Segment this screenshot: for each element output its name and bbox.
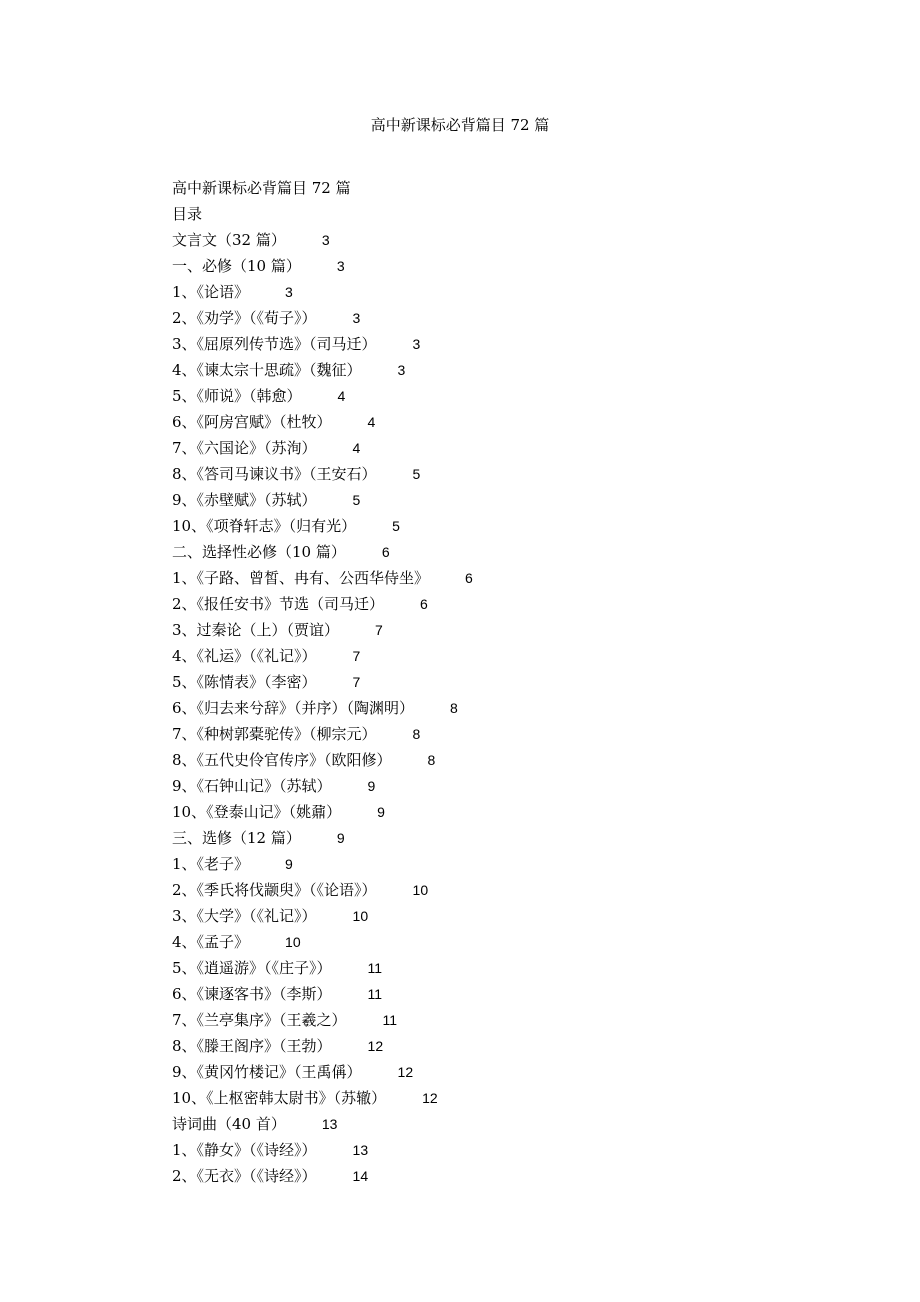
toc-entry-title: 1、《论语》 [172,283,250,301]
toc-entry-page-number: 13 [321,1116,338,1132]
toc-entry-page-number: 8 [450,700,458,716]
toc-entry-title: 4、《孟子》 [172,933,250,951]
toc-entry [172,721,772,747]
toc-entry-title: 10、《登泰山记》（姚鼐） [172,803,342,821]
toc-entry [172,227,772,253]
toc-entry [172,383,772,409]
toc-entry [172,513,772,539]
toc-entry-title: 高中新课标必背篇目 72 篇 [172,179,351,197]
toc-entry-page-number: 12 [422,1090,438,1106]
toc-entry-page-number: 7 [375,622,383,638]
toc-entry-page-number: 7 [352,648,361,664]
toc-entry-title: 3、过秦论（上）（贾谊） [172,621,340,639]
toc-entry-title: 9、《赤壁赋》（苏轼） [172,491,317,509]
toc-entry-title: 7、《种树郭橐驼传》（柳宗元） [172,725,377,743]
toc-entry-page-number: 6 [381,544,390,560]
toc-entry-page-number: 12 [367,1038,384,1054]
toc-entry-title: 8、《滕王阁序》（王勃） [172,1037,332,1055]
toc-entry-page-number: 8 [412,726,421,742]
toc-entry-title: 2、《报任安书》节选（司马迁） [172,595,385,613]
toc-entry-title: 3、《大学》（《礼记》） [172,907,317,925]
toc-entry [172,851,772,877]
toc-entry-title: 目录 [172,205,203,223]
toc-entry-title: 4、《礼运》（《礼记》） [172,647,317,665]
toc-entry [172,799,772,825]
toc-entry-page-number: 3 [321,232,330,248]
toc-entry-page-number: 4 [352,440,361,456]
toc-entry [172,279,772,305]
toc-entry [172,877,772,903]
toc-entry-page-number: 12 [397,1064,414,1080]
toc-entry [172,539,772,565]
toc-entry-page-number: 9 [285,856,293,872]
toc-entry-title: 6、《归去来兮辞》（并序）（陶渊明） [172,699,415,717]
toc-entry [172,1163,772,1189]
toc-entry-title: 8、《五代史伶官传序》（欧阳修） [172,751,392,769]
toc-entry [172,929,772,955]
toc-entry-title: 8、《答司马谏议书》（王安石） [172,465,377,483]
toc-entry-title: 文言文（32 篇） [172,231,286,249]
toc-entry [172,305,772,331]
toc-entry-page-number: 6 [420,596,428,612]
toc-entry-page-number: 3 [397,362,406,378]
toc-entry-title: 二、选择性必修（10 篇） [172,543,346,561]
toc-entry [172,175,772,201]
toc-entry [172,1059,772,1085]
toc-entry-title: 7、《兰亭集序》（王羲之） [172,1011,347,1029]
toc-entry-title: 10、《上枢密韩太尉书》（苏辙） [172,1089,387,1107]
toc-entry-page-number: 11 [367,986,383,1002]
toc-entry [172,955,772,981]
toc-entry-title: 4、《谏太宗十思疏》（魏征） [172,361,362,379]
toc-entry-page-number: 4 [337,388,346,404]
toc-entry-page-number: 8 [427,752,436,768]
toc-entry [172,1033,772,1059]
toc-entry-title: 2、《无衣》（《诗经》） [172,1167,317,1185]
toc-entry-page-number: 3 [352,310,361,326]
toc-entry [172,1007,772,1033]
toc-entry-title: 6、《谏逐客书》（李斯） [172,985,332,1003]
toc-entry [172,773,772,799]
toc-entry-page-number: 6 [465,570,473,586]
toc-entry [172,695,772,721]
toc-entry-page-number: 14 [352,1168,369,1184]
toc-entry [172,591,772,617]
page-title: 高中新课标必背篇目 72 篇 [370,116,550,134]
toc-entry [172,1111,772,1137]
toc-entry-page-number: 4 [367,414,376,430]
toc-entry [172,201,772,227]
toc-entry [172,1137,772,1163]
toc-entry-title: 6、《阿房宫赋》（杜牧） [172,413,332,431]
toc-entry-title: 3、《屈原列传节选》（司马迁） [172,335,377,353]
toc-entry-page-number: 10 [412,882,429,898]
toc-entry [172,617,772,643]
toc-entry [172,461,772,487]
toc-entry-page-number: 3 [285,284,293,300]
toc-entry [172,409,772,435]
toc-entry [172,669,772,695]
toc-entry-page-number: 10 [352,908,369,924]
toc-entry-page-number: 11 [382,1012,398,1028]
toc-entry-page-number: 3 [336,258,345,274]
toc-entry-page-number: 3 [412,336,421,352]
toc-entry-title: 5、《师说》（韩愈） [172,387,302,405]
toc-entry [172,825,772,851]
toc-entry-title: 2、《劝学》（《荀子》） [172,309,317,327]
toc-entry-title: 1、《老子》 [172,855,250,873]
toc-entry [172,643,772,669]
toc-entry-title: 9、《黄冈竹楼记》（王禹偁） [172,1063,362,1081]
toc-entry-page-number: 9 [377,804,385,820]
toc-entry-title: 2、《季氏将伐颛臾》（《论语》） [172,881,377,899]
toc-entry [172,981,772,1007]
toc-entry [172,435,772,461]
toc-entry-title: 1、《静女》（《诗经》） [172,1141,317,1159]
toc-entry-page-number: 5 [412,466,421,482]
toc-entry-page-number: 9 [336,830,345,846]
toc-entry-page-number: 13 [352,1142,369,1158]
toc-entry [172,565,772,591]
toc-entry [172,331,772,357]
toc-entry-page-number: 9 [367,778,376,794]
toc-entry-page-number: 11 [367,960,383,976]
toc-entry [172,357,772,383]
toc-entry-page-number: 7 [352,674,361,690]
toc-entry-title: 一、必修（10 篇） [172,257,301,275]
toc-entry-title: 10、《项脊轩志》（归有光） [172,517,357,535]
toc-entry-page-number: 5 [392,518,400,534]
toc-entry [172,903,772,929]
toc-entry-title: 7、《六国论》（苏洵） [172,439,317,457]
toc-entry [172,1085,772,1111]
toc-entry-title: 诗词曲（40 首） [172,1115,286,1133]
toc-entry-page-number: 5 [352,492,361,508]
toc-entry-title: 9、《石钟山记》（苏轼） [172,777,332,795]
toc-entry-title: 三、选修（12 篇） [172,829,301,847]
table-of-contents [172,175,772,1189]
toc-entry-title: 1、《子路、曾皙、冉有、公西华侍坐》 [172,569,430,587]
toc-entry-title: 5、《陈情表》（李密） [172,673,317,691]
toc-entry [172,253,772,279]
toc-entry [172,487,772,513]
toc-entry-title: 5、《逍遥游》（《庄子》） [172,959,332,977]
toc-entry-page-number: 10 [285,934,301,950]
toc-entry [172,747,772,773]
